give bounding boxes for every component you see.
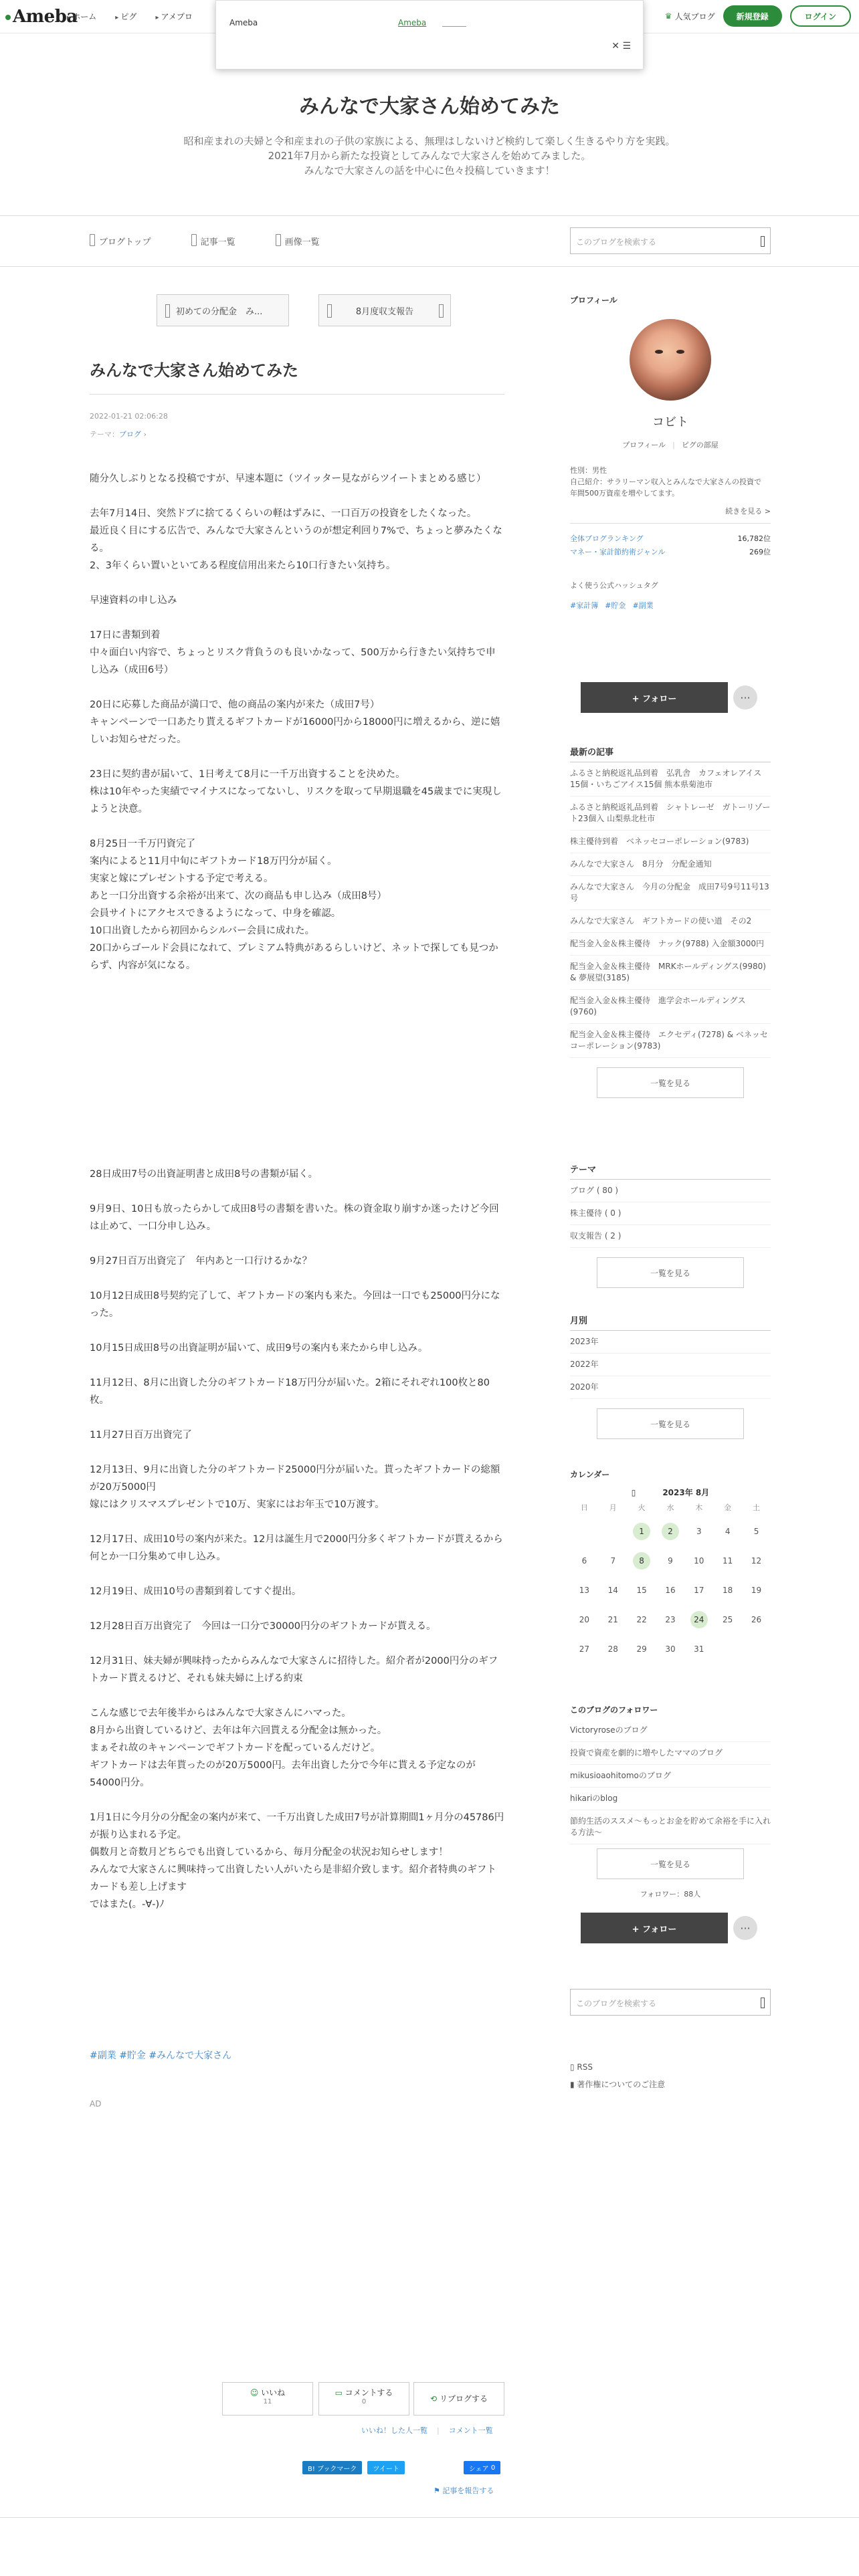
calendar-month: ▯ 2023年 8月 (631, 1488, 710, 1497)
calendar-day (628, 1576, 656, 1605)
calendar-day (713, 1546, 742, 1576)
calendar-day-number: 21 (607, 1615, 618, 1624)
monthly-heading: 月別 (570, 1313, 771, 1331)
text-line: 12月17日、成田10号の案内が来た。12月は誕生月で2000円分多くギフトカードが貰えるから何とか一口分集めて申し込み。 (90, 1534, 503, 1562)
calendar-day (599, 1634, 628, 1664)
theme-section (570, 1162, 771, 1297)
followers-more-button[interactable]: 一覧を見る (597, 1848, 744, 1879)
entry-body-continued (90, 1166, 504, 1913)
theme-item[interactable]: ブログ ( 80 ) (570, 1180, 771, 1202)
paragraph (90, 470, 504, 488)
hashtag-heading: よく使う公式ハッシュタグ (570, 581, 658, 590)
reaction-links: いいね！した人一覧 | コメント一覧 (361, 2426, 493, 2435)
profile-name[interactable]: コビト (652, 415, 688, 429)
avatar-image (630, 319, 711, 401)
ameba-logo[interactable]: Ameba (5, 7, 78, 27)
calendar-day (570, 1634, 599, 1664)
text-line: 10月15日成田8号の出資証明が届いて、成田9号の案内も来たから申し込み。 (90, 1343, 428, 1354)
sidebar (570, 294, 771, 611)
text-line: 中々面白い内容で、ちょっとリスク背負うのも良いかなって、500万から行きたい気持ちで申し込み（成田6号） (90, 647, 496, 675)
paragraph (90, 1531, 504, 1566)
login-button[interactable]: ログイン (790, 5, 851, 27)
weekday-label: 金 (724, 1503, 732, 1512)
blog-subnav (90, 235, 320, 247)
overlay-popup (215, 0, 644, 70)
calendar-day-number: 23 (665, 1615, 676, 1624)
text-line: 11月27日百万出資完了 (90, 1430, 192, 1440)
calendar-day-number: 11 (723, 1556, 733, 1566)
hashtag-list (90, 2048, 504, 2062)
recent-heading: 最新の記事 (570, 745, 771, 762)
paragraph (90, 1200, 504, 1235)
follower-link[interactable]: 投資で資産を劇的に増やしたママのブログ (570, 1742, 771, 1765)
ranking-block (570, 523, 771, 557)
like-button[interactable]: ☺ いいね 11 (222, 2382, 313, 2416)
text-line: ではまた(。-∀-)ﾉ (90, 1899, 165, 1910)
text-line: 12月31日、妹夫婦が興味持ったからみんなで大家さんに招待した。紹介者が2000円分のギフトカード貰えるけど、それも妹夫婦に上げる約束 (90, 1656, 498, 1684)
calendar-day (742, 1634, 771, 1664)
pigg-room-link[interactable]: ピグの部屋 (681, 441, 719, 449)
text-line: 去年7月14日、突然ドブに捨てるくらいの軽はずみに、一口百万の投資をしたくなった。 (90, 508, 477, 519)
weekday-label: 水 (666, 1503, 674, 1512)
text-line: 実家と嫁にプレゼントする予定で考える。 (90, 873, 274, 884)
text-line: みんなで大家さんに興味持って出資したい人がいたら是非紹介致します。紹介者特典のギフトカードも差し上げます (90, 1864, 496, 1893)
official-hashtags (570, 600, 771, 611)
calendar-day (713, 1605, 742, 1634)
image-space (90, 992, 504, 1166)
tweet-button[interactable]: ツイート (367, 2461, 405, 2474)
follower-link[interactable]: mikusioaohitomoのブログ (570, 1765, 771, 1788)
blank-space (90, 1931, 504, 2048)
paragraph (90, 1426, 504, 1444)
more-menu-button[interactable]: ··· (733, 685, 757, 710)
recent-entry-link[interactable]: 配当金入金＆株主優待 MRKホールディングス(9980) & 夢展望(3185) (570, 956, 771, 990)
main-column (90, 294, 504, 2109)
text-line: 8月から出資しているけど、去年は年六回貰える分配金は無かった。 (90, 1725, 387, 1736)
follower-count: フォロワー：88人 (640, 1890, 701, 1899)
hashtag[interactable]: #みんなで大家さん (149, 2050, 232, 2061)
calendar-day-number: 2 (662, 1523, 679, 1540)
reblog-button[interactable]: ⟲ リブログする (413, 2382, 504, 2416)
text-line: 早速資料の申し込み (90, 595, 177, 606)
calendar-day-number: 5 (753, 1527, 759, 1536)
paragraph (90, 1809, 504, 1913)
blog-description: 昭和産まれの夫婦と令和産まれの子供の家族による、無理はしないけど検約して楽しく生きるやり方を実践。 2021年7月から新たな投資としてみんなで大家さんを始めてみました。 みんなで大家さんの話を中心に色々投稿していきます！ (183, 135, 676, 177)
calendar-day-number: 19 (751, 1586, 762, 1595)
hashtag[interactable]: #副業 (90, 2050, 116, 2061)
paragraph (90, 1618, 504, 1635)
recent-list (570, 762, 771, 1058)
rank-row: マネー・家計節約術ジャンル 269位 (570, 548, 771, 556)
popular-blog-link[interactable]: ♛ 人気ブログ (664, 11, 715, 21)
paragraph (90, 1339, 504, 1357)
calendar-day (713, 1634, 742, 1664)
text-line: 9月9日、10日も放ったらかして成田8号の書類を書いた。株の資金取り崩すか迷ったけど今回は止めて、一口分申し込み。 (90, 1204, 499, 1232)
weekday-label: 火 (638, 1503, 646, 1512)
text-line: キャンペーンで一口あたり貰えるギフトカードが16000円から18000円に増えるから、逆に嬉しいお知らせだった。 (90, 717, 500, 745)
paragraph (90, 1253, 504, 1270)
calendar-day (628, 1605, 656, 1634)
report-link-wrap (434, 2485, 494, 2496)
calendar-day (742, 1517, 771, 1546)
smile-icon: ☺ いいね (250, 2388, 286, 2397)
paragraph (90, 835, 504, 974)
comment-button[interactable]: ▭ コメントする 0 (318, 2382, 409, 2416)
calendar-heading: カレンダー (570, 1470, 610, 1479)
global-nav (67, 11, 193, 22)
calendar-day (599, 1546, 628, 1576)
leaf-icon (5, 15, 11, 20)
theme-list (570, 1180, 771, 1248)
calendar-day[interactable] (628, 1517, 656, 1546)
liked-users-link[interactable]: いいね！した人一覧 (361, 2426, 427, 2435)
text-line: 会員サイトにアクセスできるようになって、中身を確認。 (90, 908, 341, 919)
calendar-day-number: 18 (723, 1586, 733, 1595)
calendar-day-number: 28 (607, 1644, 618, 1654)
text-line: まぁそれ故のキャンペーンでギフトカードを配っているんだけど。 (90, 1743, 381, 1753)
calendar-day-number: 15 (636, 1586, 647, 1595)
calendar-day-number: 9 (668, 1556, 673, 1566)
text-line: ギフトカードは去年貰ったのが20万5000円。去年出資した分で今年に貰える予定なのが54000円分。 (90, 1760, 476, 1788)
calendar-day-number: 22 (636, 1615, 647, 1624)
hashtag[interactable]: #貯金 (119, 2050, 146, 2061)
calendar-day-number: 12 (751, 1556, 762, 1566)
weekday-label: 木 (695, 1503, 703, 1512)
calendar-day-number: 16 (665, 1586, 676, 1595)
calendar-day (656, 1605, 685, 1634)
calendar-day (684, 1576, 713, 1605)
calendar-day-number: 25 (723, 1615, 733, 1624)
text-line: 12月28日百万出資完了 今回は一口分で30000円分のギフトカードが貰える。 (90, 1621, 436, 1632)
theme-link[interactable]: ブログ (119, 430, 141, 439)
calendar-day (742, 1546, 771, 1576)
calendar-day-number: 26 (751, 1615, 762, 1624)
text-line: こんな感じで去年後半からはみんなで大家さんにハマった。 (90, 1708, 351, 1719)
popup-label: Ameba (229, 18, 258, 27)
paragraph (90, 1374, 504, 1409)
calendar-day (684, 1517, 713, 1546)
calendar-day-number: 1 (633, 1523, 650, 1540)
prev-entry-button[interactable]: 初めての分配金 み... (157, 294, 289, 326)
calendar-day (570, 1605, 599, 1634)
paragraph (90, 1652, 504, 1687)
close-icon[interactable]: ✕ ☰ (611, 41, 631, 51)
nav-amepro[interactable]: ▸ アメプロ (155, 11, 192, 22)
text-line: 案内によると11月中旬にギフトカード18万円分が届く。 (90, 856, 337, 867)
popup-link[interactable]: Ameba (398, 18, 427, 27)
nav-blog-top[interactable]: ブログトップ (90, 235, 151, 247)
followers-section (570, 1704, 771, 1899)
sidebar-footer (570, 2058, 665, 2093)
month-item[interactable]: 2023年 (570, 1331, 771, 1354)
calendar-day-number: 6 (581, 1556, 587, 1566)
genre-ranking-link[interactable]: マネー・家計節約術ジャンル (570, 548, 666, 556)
text-line: あと一口分出資する余裕が出来て、次の商品も申し込み（成田8号） (90, 891, 387, 901)
search-icon[interactable] (761, 236, 765, 247)
calendar-day (599, 1576, 628, 1605)
paragraph (90, 1705, 504, 1792)
calendar-day (628, 1634, 656, 1664)
profile-heading: プロフィール (570, 296, 617, 305)
blog-search-input[interactable]: このブログを検索する (570, 227, 771, 254)
calendar-section (570, 1469, 771, 1664)
text-line: 9月27日百万出資完了 年内あと一口行けるかな？ (90, 1256, 312, 1267)
share-buttons (302, 2461, 500, 2474)
follower-link[interactable]: 節約生活のススメ〜もっとお金を貯めて余裕を手に入れる方法〜 (570, 1810, 771, 1844)
recent-entry-link[interactable]: ふるさと納税返礼品到着 弘乳舎 カフェオレアイス15個・いちごアイス15個 熊本県菊池市 (570, 762, 771, 796)
text-line: 20口からゴールド会員になれて、プレミアム特典があるらしいけど、ネットで探しても見つからず、内容が気になる。 (90, 943, 498, 971)
calendar-day (570, 1546, 599, 1576)
divider (0, 215, 859, 216)
recent-entry-link[interactable]: 配当金入金＆株主優待 進学会ホールディングス(9760) (570, 990, 771, 1024)
calendar-day (656, 1634, 685, 1664)
paragraph (90, 1461, 504, 1513)
overall-ranking-link[interactable]: 全体ブログランキング (570, 534, 644, 543)
rss-link[interactable]: ▯ RSS (570, 2062, 593, 2072)
profile-intro: 自己紹介：サラリーマン収入とみんなで大家さんの投資で年間500万資産を増やしてます。 (570, 477, 761, 498)
calendar-day-number: 24 (690, 1611, 708, 1628)
paragraph (90, 627, 504, 679)
paragraph (90, 1287, 504, 1322)
calendar-day (713, 1576, 742, 1605)
more-menu-button-bottom[interactable]: ··· (733, 1916, 757, 1940)
calendar-day (742, 1605, 771, 1634)
nav-entry-list[interactable]: 記事一覧 (191, 235, 235, 247)
copyright-link[interactable]: ▮ 著作権についてのご注意 (570, 2080, 666, 2089)
text-line: 嫁にはクリスマスプレゼントで10万、実家にはお年玉で10万渡す。 (90, 1499, 385, 1510)
month-list (570, 1331, 771, 1399)
weekday-label: 土 (753, 1503, 761, 1512)
signup-button[interactable]: 新規登録 (723, 5, 782, 27)
calendar-day-number: 7 (610, 1556, 616, 1566)
month-item[interactable]: 2020年 (570, 1376, 771, 1399)
calendar-day-number: 14 (607, 1586, 618, 1595)
rss-icon: ▯ (570, 2062, 577, 2072)
monthly-more-button[interactable]: 一覧を見る (597, 1408, 744, 1439)
calendar-day (570, 1517, 599, 1546)
text-line: 株は10年やった実績でマイナスになってないし、リスクを取って早期退職を45歳までに実現しようと決意。 (90, 786, 502, 815)
paragraph (90, 696, 504, 748)
text-line: 10月12日成田8号契約完了して、ギフトカードの案内も来た。今回は一口でも25000円分になった。 (90, 1291, 500, 1319)
hashtag[interactable]: #貯金 (605, 601, 626, 610)
text-line: 1月1日に今月分の分配金の案内が来て、一千万出資した成田7号が計算期間1ヶ月分の45786円が振り込まれる予定。 (90, 1812, 504, 1840)
entry-theme: テーマ：ブログ › (90, 430, 147, 439)
text-line: 偶数月と奇数月どちらでも出資しているから、毎月分配金の状況お知らせします！ (90, 1847, 448, 1858)
crown-icon: ♛ (664, 11, 672, 21)
calendar-day-number: 29 (636, 1644, 647, 1654)
doc-icon: ▮ (570, 2080, 577, 2089)
nav-home[interactable]: ▸ ホーム (67, 11, 96, 22)
facebook-share-button[interactable]: シェア 0 (464, 2461, 500, 2474)
text-line: 12月19日、成田10号の書類到着してすぐ提出。 (90, 1586, 302, 1597)
calendar-day-number: 27 (579, 1644, 590, 1654)
follow-button-bottom[interactable]: + フォロー (581, 1913, 728, 1943)
weekday-label: 月 (609, 1503, 617, 1512)
entry-pager (157, 294, 504, 326)
profile-link[interactable]: プロフィール (622, 441, 666, 449)
calendar-day (656, 1576, 685, 1605)
month-item[interactable]: 2022年 (570, 1354, 771, 1376)
ad-label: AD (90, 2099, 102, 2109)
blog-title[interactable]: みんなで大家さん始めてみた (299, 95, 560, 118)
calendar-day (656, 1546, 685, 1576)
flag-icon: ⚑ (434, 2486, 443, 2495)
monthly-section (570, 1313, 771, 1448)
text-line: 17日に書類到着 (90, 630, 161, 641)
report-link[interactable]: 記事を報告する (442, 2486, 494, 2495)
calendar-day (742, 1576, 771, 1605)
theme-item[interactable]: 収支報告 ( 2 ) (570, 1225, 771, 1248)
divider (0, 266, 859, 267)
entry-body (90, 470, 504, 974)
hatena-bookmark-button[interactable]: B! ブックマーク (302, 2461, 362, 2474)
calendar-day (684, 1546, 713, 1576)
follower-link[interactable]: Victoryroseのブログ (570, 1719, 771, 1742)
calendar-day (599, 1517, 628, 1546)
calendar-prev-icon[interactable]: ▯ (631, 1488, 636, 1497)
followers-heading: このブログのフォロワー (570, 1705, 658, 1715)
text-line: 28日成田7号の出資証明書と成田8号の書類が届く。 (90, 1169, 318, 1180)
calendar-day-number: 17 (694, 1586, 704, 1595)
text-line: 12月13日、9月に出資した分のギフトカード25000円分が届いた。貰ったギフトカードの総額が20万5000円 (90, 1465, 500, 1493)
comment-icon: ▭ コメントする (335, 2388, 393, 2397)
calendar-day-number: 4 (725, 1527, 731, 1536)
recent-more-button[interactable]: 一覧を見る (597, 1067, 744, 1098)
calendar-day (599, 1605, 628, 1634)
rank-row: 全体ブログランキング 16,782位 (570, 534, 771, 543)
calendar-day[interactable] (656, 1517, 685, 1546)
follower-link[interactable]: hikariのblog (570, 1788, 771, 1810)
calendar-day-number: 31 (694, 1644, 704, 1654)
calendar-day-number: 20 (579, 1615, 590, 1624)
recent-entry-link[interactable]: 株主優待到着 ベネッセコーポレーション(9783) (570, 831, 771, 853)
paragraph (90, 766, 504, 818)
calendar-day-number: 8 (633, 1552, 650, 1570)
recent-entry-link[interactable]: みんなで大家さん ギフトカードの使い道 その2 (570, 910, 771, 933)
next-entry-button[interactable]: 8月度収支報告 (318, 294, 451, 326)
text-line: 11月12日、8月に出資した分のギフトカード18万円分が届いた。2箱にそれぞれ100枚と80枚。 (90, 1378, 490, 1406)
text-line: 8月25日一千万円資完了 (90, 839, 196, 849)
reblog-icon: ⟲ (430, 2394, 438, 2403)
comment-list-link[interactable]: コメント一覧 (448, 2426, 493, 2435)
paragraph (90, 1166, 504, 1183)
recent-entries (570, 745, 771, 1107)
paragraph (90, 505, 504, 574)
popup-underline (442, 26, 466, 27)
hashtag[interactable]: #家計簿 (570, 601, 599, 610)
text-line: 23日に契約書が届いて、1日考えて8月に一千万出資することを決めた。 (90, 769, 405, 780)
calendar-day-number: 3 (696, 1527, 702, 1536)
recent-entry-link[interactable]: 配当金入金＆株主優待 エクセディ(7278) & ベネッセコーポレーション(9783) (570, 1024, 771, 1058)
text-line: 随分久しぶりとなる投稿ですが、早速本題に（ツイッター見ながらツイートまとめる感じ） (90, 473, 486, 484)
text-line: 2、3年くらい置いといてある程度信用出来たら10口行きたい気持ち。 (90, 560, 396, 571)
weekday-label: 日 (580, 1503, 588, 1512)
theme-heading: テーマ (570, 1162, 771, 1180)
calendar-day (713, 1517, 742, 1546)
nav-pigg[interactable]: ▸ ピグ (115, 11, 136, 22)
blog-header (0, 70, 859, 178)
entry-date: 2022-01-21 02:06:28 (90, 412, 168, 421)
divider (0, 2517, 859, 2518)
follow-button[interactable]: + フォロー (581, 682, 728, 713)
recent-entry-link[interactable]: みんなで大家さん 今月の分配金 成田7号9号11号13号 (570, 876, 771, 910)
text-line: 20日に応募した商品が満口で、他の商品の案内が来た（成田7号） (90, 700, 380, 710)
blog-search-input-bottom[interactable]: このブログを検索する (570, 1989, 771, 2016)
profile-more-link[interactable]: 続きを見る > (725, 507, 771, 516)
search-icon[interactable] (761, 1998, 765, 2008)
avatar[interactable] (570, 319, 771, 401)
calendar-day (684, 1634, 713, 1664)
paragraph (90, 1583, 504, 1600)
recent-entry-link[interactable]: 配当金入金＆株主優待 ナック(9788) 入金額3000円 (570, 933, 771, 956)
recent-entry-link[interactable]: みんなで大家さん 8月分 分配金通知 (570, 853, 771, 876)
calendar-table (570, 1498, 771, 1664)
header-actions (665, 5, 851, 27)
calendar-day-number: 10 (694, 1556, 704, 1566)
paragraph (90, 592, 504, 609)
calendar-day[interactable] (684, 1605, 713, 1634)
theme-more-button[interactable]: 一覧を見る (597, 1257, 744, 1288)
nav-image-list[interactable]: 画像一覧 (276, 235, 320, 247)
calendar-day[interactable] (628, 1546, 656, 1576)
profile-links: プロフィール | ピグの部屋 (622, 441, 719, 449)
calendar-day-number: 30 (665, 1644, 676, 1654)
hashtag[interactable]: #副業 (632, 601, 654, 610)
text-line: 最近良く目にする広告で、みんなで大家さんというのが想定利回り7%で、ちょっと夢みたくなる。 (90, 526, 502, 554)
theme-item[interactable]: 株主優待 ( 0 ) (570, 1202, 771, 1225)
profile-gender: 性別：男性 (570, 466, 607, 475)
entry-title[interactable]: みんなで大家さん始めてみた (90, 357, 504, 395)
calendar-day-number: 13 (579, 1586, 590, 1595)
follower-list (570, 1719, 771, 1844)
calendar-day (570, 1576, 599, 1605)
text-line: 10口出資したから初回からシルバー会員に成れた。 (90, 926, 315, 936)
recent-entry-link[interactable]: ふるさと納税返礼品到着 シャトレーゼ ガトーリゾート23個入 山梨県北杜市 (570, 796, 771, 831)
